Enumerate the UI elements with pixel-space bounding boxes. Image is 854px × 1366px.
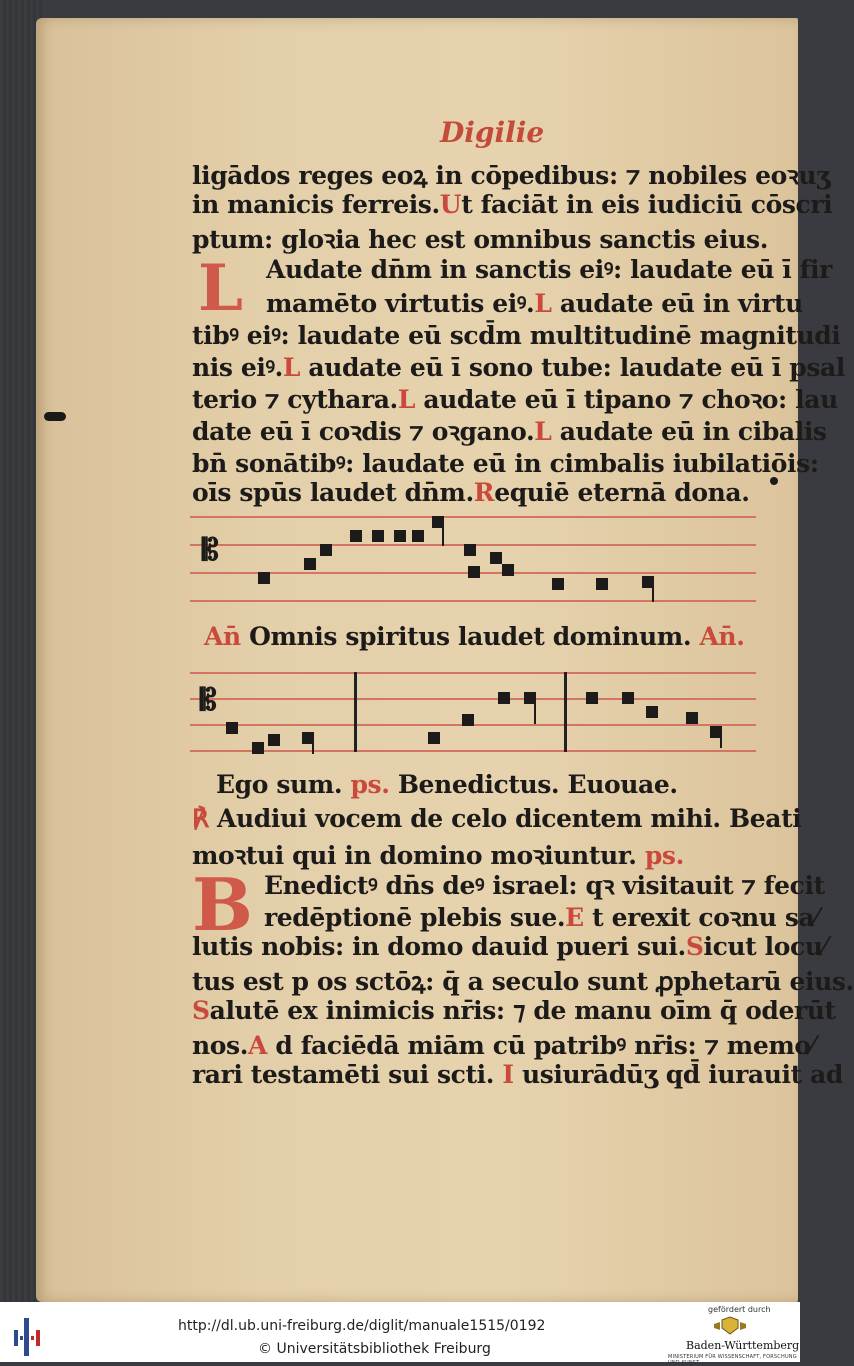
- sponsor-name: Baden-Württemberg: [686, 1339, 800, 1352]
- text-line: nis eiꝰ.L audate eū ī sono tube: laudate eū ī psal: [192, 353, 845, 382]
- note: [622, 692, 634, 704]
- note: [552, 578, 564, 590]
- text-line: ligādos reges eoꝝ in cōpedibus: ⁊ nobiles eoꝛuʒ: [192, 161, 830, 190]
- note: [686, 712, 698, 724]
- text-line: redēptionē plebis sue.E t erexit coꝛnu sa⁄: [264, 903, 819, 932]
- text-line: ℟ Audiui vocem de celo dicentem mihi. Beati: [192, 804, 802, 833]
- text-line: nos.A d faciēdā miām cū patribꝰ nr̄is: ⁊ memo⁄: [192, 1031, 815, 1060]
- note: [502, 564, 514, 576]
- text-line: moꝛtui qui in domino moꝛiuntur. ps.: [192, 841, 684, 870]
- note: [226, 722, 238, 734]
- page-url-link[interactable]: http://dl.ub.uni-freiburg.de/diglit/manuale1515/0192: [178, 1318, 546, 1334]
- note: [646, 706, 658, 718]
- text-line: ptum: gloꝛia hec est omnibus sanctis eius.: [192, 225, 769, 254]
- text-line: tibꝰ eiꝰ: laudate eū scd̄m multitudinē magnitudi: [192, 321, 841, 350]
- text-line: Enedictꝰ dn̄s deꝰ israel: qꝛ visitauit ⁊ fecit: [264, 871, 825, 900]
- text-line: mamēto virtutis eiꝰ.L audate eū in virtu: [266, 289, 803, 318]
- ink-mark: [44, 412, 66, 421]
- note: [258, 572, 270, 584]
- text-line: rari testamēti sui scti. I usiurādūʒ qd̄ iurauit ad: [192, 1060, 843, 1089]
- note: [468, 566, 480, 578]
- clef-icon: 𝄡: [202, 533, 219, 568]
- antiphon-line: An̄ Omnis spiritus laudet dominum. An̄.: [204, 622, 745, 651]
- note: [586, 692, 598, 704]
- text-line: lutis nobis: in domo dauid pueri sui.Sicut locu⁄: [192, 932, 827, 961]
- initial-L: L: [198, 251, 243, 326]
- state-crest-icon: [710, 1316, 750, 1336]
- sponsor-subtitle: MINISTERIUM FÜR WISSENSCHAFT, FORSCHUNG UND KUNST: [668, 1354, 797, 1366]
- text-line: Audate dn̄m in sanctis eiꝰ: laudate eū ī fir: [266, 255, 832, 284]
- text-line: Ego sum. ps. Benedictus. Euouae.: [216, 770, 678, 799]
- note: [428, 732, 440, 744]
- university-library-logo-icon: [10, 1316, 44, 1358]
- text-line: bn̄ sonātibꝰ: laudate eū in cimbalis iubilatiōis:: [192, 449, 819, 478]
- note: [372, 530, 384, 542]
- note: [268, 734, 280, 746]
- note: [412, 530, 424, 542]
- clef-icon: 𝄡: [200, 683, 217, 718]
- note: [320, 544, 332, 556]
- copyright-text: © Universitätsbibliothek Freiburg: [258, 1341, 491, 1357]
- text-line: Salutē ex inimicis nr̄is: ⁊ de manu oīm q̄ oderūt: [192, 996, 836, 1025]
- initial-B: B: [192, 862, 253, 947]
- note: [252, 742, 264, 754]
- note: [394, 530, 406, 542]
- music-staff: [190, 670, 756, 754]
- note: [498, 692, 510, 704]
- note: [464, 544, 476, 556]
- note: [490, 552, 502, 564]
- music-staff: [190, 514, 756, 606]
- text-line: terio ⁊ cythara.L audate eū ī tipano ⁊ choꝛo: lau: [192, 385, 838, 414]
- note: [350, 530, 362, 542]
- note: [462, 714, 474, 726]
- text-line: date eū ī coꝛdis ⁊ oꝛgano.L audate eū in cibalis: [192, 417, 827, 446]
- text-line: tus est p os sctōꝝ: q̄ a seculo sunt ꝓphetarū eius.: [192, 967, 854, 996]
- text-line: in manicis ferreis.Ut faciāt in eis iudiciū cōscri: [192, 190, 833, 219]
- page-heading: Digilie: [440, 116, 545, 149]
- sponsor-label: gefördert durch: [708, 1305, 771, 1314]
- note: [596, 578, 608, 590]
- text-line: oīs spūs laudet dn̄m.Requiē eternā dona.: [192, 478, 750, 507]
- note: [304, 558, 316, 570]
